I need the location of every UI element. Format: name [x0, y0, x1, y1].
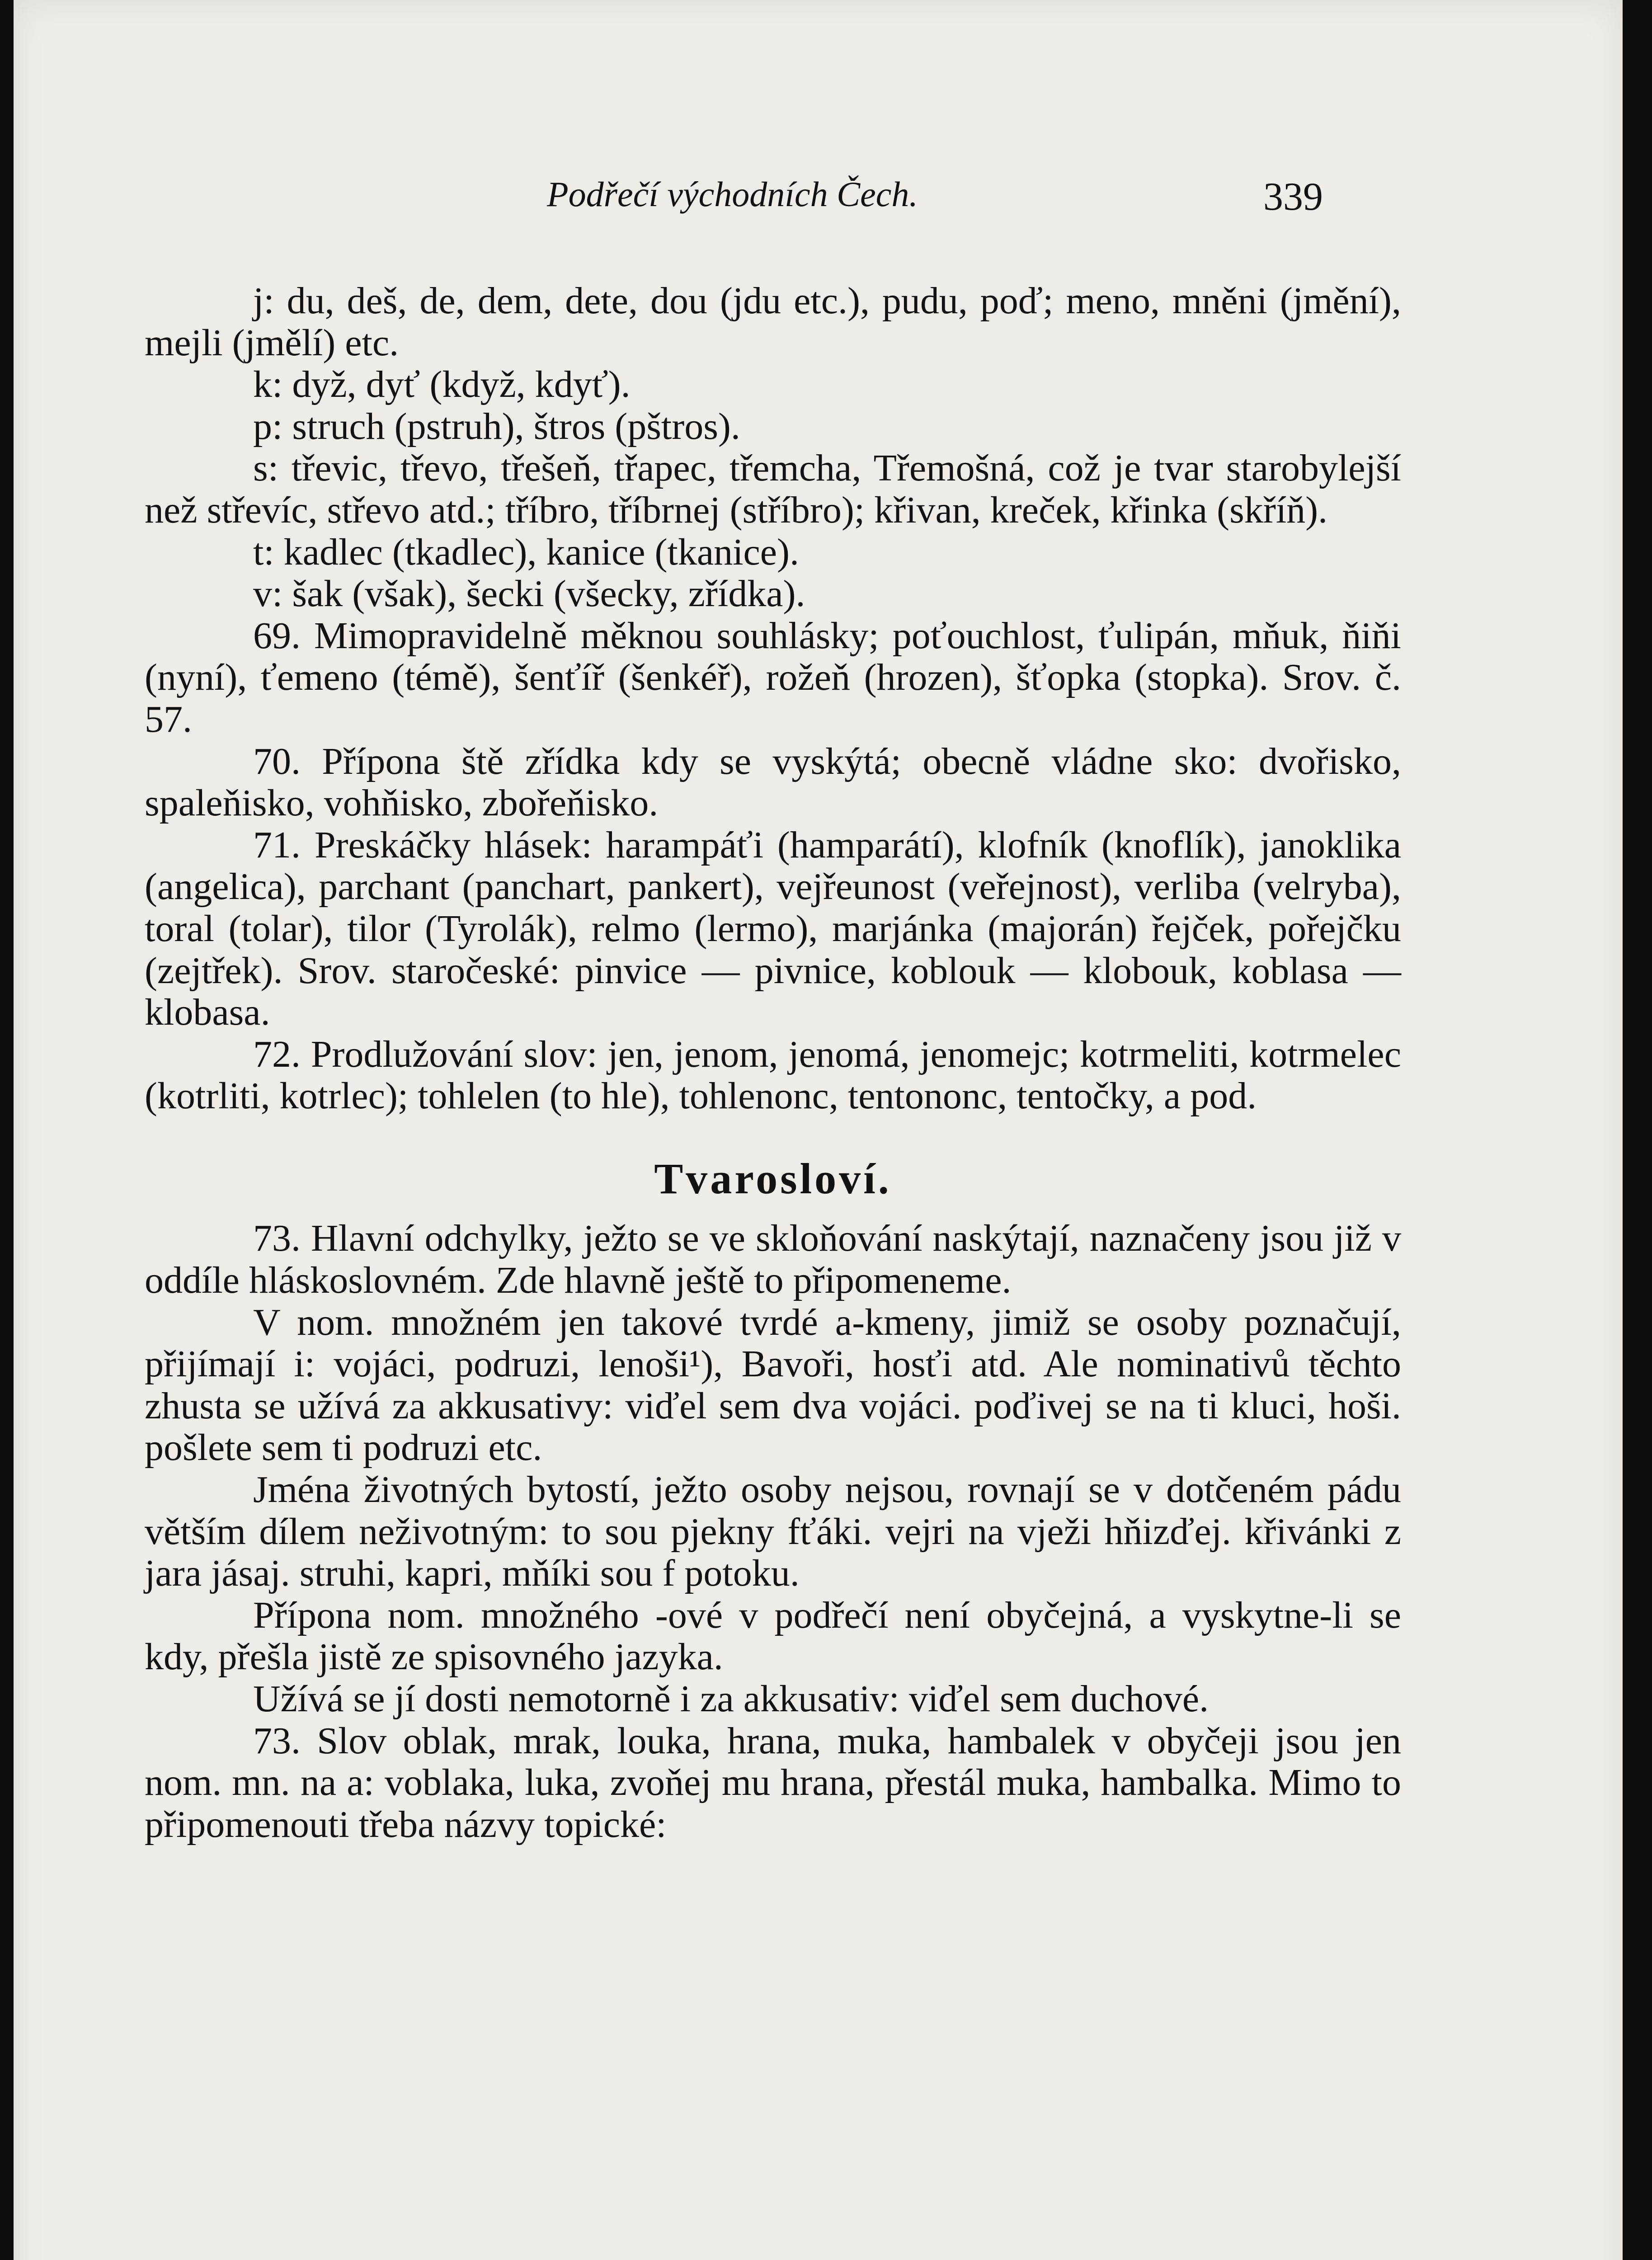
paragraph: 70. Přípona ště zřídka kdy se vyskýtá; obecně vládne sko: dvořisko, spaleňisko, vohňisko, zbořeňisko.	[145, 740, 1401, 824]
page-number: 339	[1263, 175, 1323, 219]
scan-left-edge	[0, 0, 14, 2260]
paragraph: 73. Slov oblak, mrak, louka, hrana, muka, hambalek v obyčeji jsou jen nom. mn. na a: voblaka, luka, zvoňej mu hrana, přestál muka, hambalka. Mimo to připomenouti třeba názvy topické:	[145, 1719, 1401, 1846]
book-page	[14, 0, 1623, 2260]
paragraph: Užívá se jí dosti nemotorně i za akkusativ: viďel sem duchové.	[253, 1678, 1209, 1720]
paragraph: s: třevic, třevo, třešeň, třapec, třemcha, Třemošná, což je tvar starobylejší než střevíc, střevo atd.; tříbro, tříbrnej (stříbro); křivan, kreček, křinka (skříň).	[145, 447, 1401, 531]
paragraph: 69. Mimopravidelně měknou souhlásky; poťouchlost, ťulipán, mňuk, ňiňi (nyní), ťemeno (témě), šenťíř (šenkéř), rožeň (hrozen), šťopka (stopka). Srov. č. 57.	[145, 614, 1401, 740]
running-title: Podřečí východních Čech.	[547, 174, 918, 214]
section-heading: Tvarosloví.	[654, 1154, 892, 1203]
scan-right-edge	[1623, 0, 1652, 2260]
paragraph: v: šak (však), šecki (všecky, zřídka).	[253, 573, 805, 615]
paragraph: 71. Preskáčky hlásek: harampáťi (hamparátí), klofník (knoflík), janoklika (angelica), parchant (panchart, pankert), vejřeunost (veřejnost), verliba (velryba), toral (tolar), tilor (Tyrolák), relmo (lermo), marjánka (majorán) řejček, pořejčku (zejtřek). Srov. staročeské: pinvice — pivnice, koblouk — klobouk, koblasa — klobasa.	[145, 824, 1401, 1034]
paragraph: Jména životných bytostí, ježto osoby nejsou, rovnají se v dotčeném pádu větším dílem neživotným: to sou pjekny fťáki. vejri na vježi hňizďej. křivánki z jara jásaj. struhi, kapri, mňíki sou f potoku.	[145, 1469, 1401, 1595]
paragraph: V nom. množném jen takové tvrdé a-kmeny, jimiž se osoby poznačují, přijímají i: vojáci, podruzi, lenoši¹), Bavoři, hosťi atd. Ale nominativů těchto zhusta se užívá za akkusativy: viďel sem dva vojáci. poďivej se na ti kluci, hoši. pošlete sem ti podruzi etc.	[145, 1301, 1401, 1469]
paragraph: 73. Hlavní odchylky, ježto se ve skloňování naskýtají, naznačeny jsou již v oddíle hláskoslovném. Zde hlavně ještě to připomeneme.	[145, 1217, 1401, 1302]
paragraph: 72. Prodlužování slov: jen, jenom, jenomá, jenomejc; kotrmeliti, kotrmelec (kotrliti, kotrlec); tohlelen (to hle), tohlenonc, tentononc, tentočky, a pod.	[145, 1033, 1401, 1117]
paragraph: k: dyž, dyť (když, kdyť).	[253, 363, 631, 406]
page-body	[145, 280, 1401, 1846]
paragraph: t: kadlec (tkadlec), kanice (tkanice).	[253, 531, 799, 573]
paragraph: j: du, deš, de, dem, dete, dou (jdu etc.), pudu, poď; meno, mněni (jmění), mejli (jmělí) etc.	[145, 280, 1401, 364]
paragraph: Přípona nom. množného -ové v podřečí není obyčejná, a vyskytne-li se kdy, přešla jistě ze spisovného jazyka.	[145, 1594, 1401, 1678]
paragraph: p: struch (pstruh), štros (pštros).	[253, 405, 740, 447]
